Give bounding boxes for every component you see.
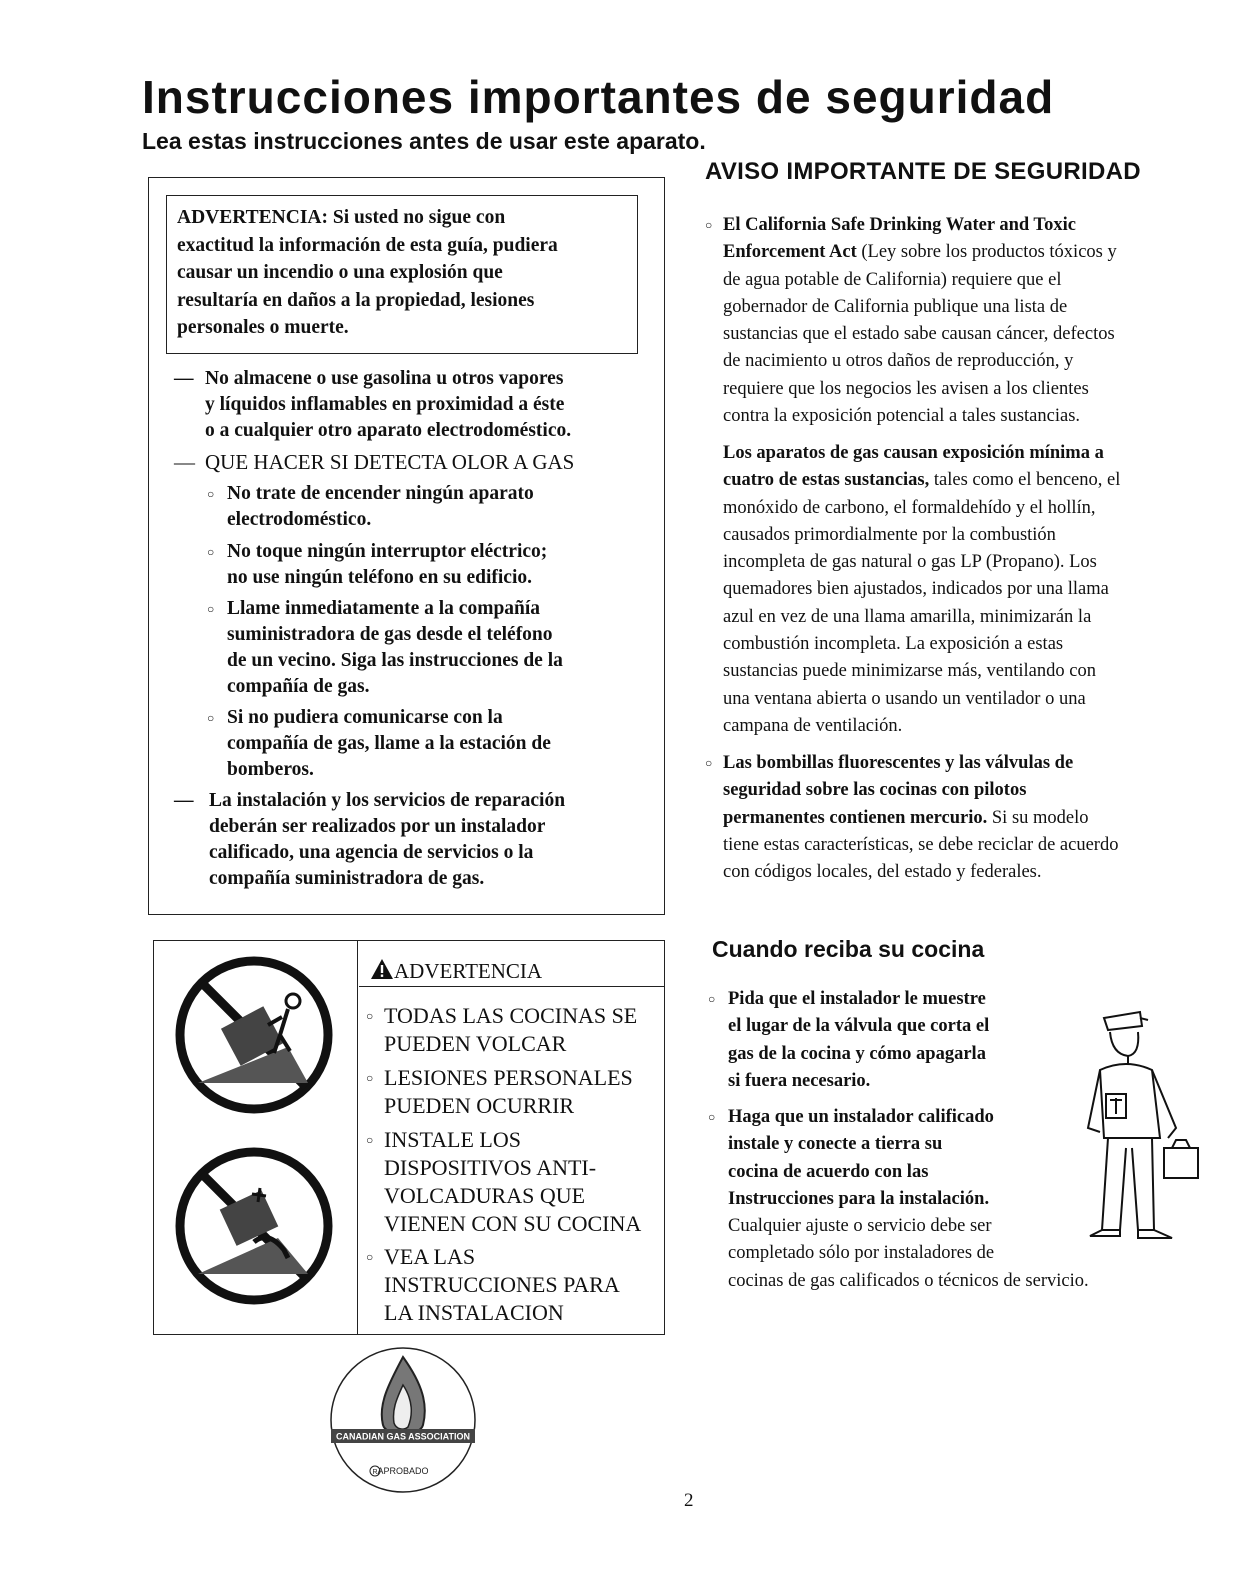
logo-approved: APROBADO <box>377 1466 429 1476</box>
receive-line: el lugar de la válvula que corta el <box>728 1016 990 1037</box>
warning-line: causar un incendio o una explosión que <box>177 262 503 283</box>
notice-line: de agua potable de California) requiere que el <box>723 269 1062 290</box>
tip-line: INSTRUCCIONES PARA <box>384 1272 620 1297</box>
notice-bold-line: seguridad sobre las cocinas con pilotos <box>723 780 1027 801</box>
notice-line: tales como el benceno, el <box>929 470 1121 491</box>
notice-line: sustancias puede minimizarse más, ventilando con <box>723 661 1096 682</box>
bullet-icon: ○ <box>207 487 215 501</box>
bullet-line: compañía de gas. <box>227 676 370 697</box>
receive-line: Haga que un instalador calificado <box>728 1107 994 1127</box>
notice-line: causados primordialmente por la combustión <box>723 524 1056 545</box>
notice-line: requiere que los negocios les avisen a los clientes <box>723 378 1089 399</box>
tip-line: VIENEN CON SU COCINA <box>384 1211 642 1236</box>
notice-line: contra la exposición potencial a tales sustancias. <box>723 406 1081 427</box>
warning-item-storage <box>174 366 644 444</box>
notice-line: campana de ventilación. <box>723 715 903 736</box>
notice-bold-line: Enforcement Act <box>723 242 857 263</box>
bullet-line: electrodoméstico. <box>227 509 372 530</box>
receive-line: instale y conecte a tierra su <box>728 1134 943 1155</box>
warning-item-line: compañía suministradora de gas. <box>209 868 485 889</box>
tip-warning-heading-text: ADVERTENCIA <box>394 959 543 983</box>
tip-line: VEA LAS <box>384 1244 476 1269</box>
tip-warning-rule <box>359 986 665 987</box>
tip-warning-divider <box>357 940 358 1335</box>
bullet-line: No toque ningún interruptor eléctrico; <box>227 541 548 562</box>
bullet-icon: ○ <box>708 992 716 1006</box>
warning-item-line: y líquidos inflamables en proximidad a éste <box>205 394 565 415</box>
notice-line: una ventana abierta o usando un ventilador o una <box>723 688 1086 709</box>
tip-item <box>366 1064 666 1120</box>
receive-line: cocina de acuerdo con las <box>728 1161 929 1182</box>
dash-marker: — <box>174 450 195 474</box>
warning-line: personales o muerte. <box>177 317 349 338</box>
bullet-icon: ○ <box>207 602 215 616</box>
warning-item-line: La instalación y los servicios de reparación <box>209 790 566 811</box>
gas-smell-heading: QUE HACER SI DETECTA OLOR A GAS <box>205 450 575 474</box>
receive-line: si fuera necesario. <box>728 1070 871 1091</box>
warning-line: resultaría en daños a la propiedad, lesiones <box>177 289 535 311</box>
bullet-icon: ○ <box>366 1133 374 1147</box>
tip-line: LA INSTALACION <box>384 1300 564 1325</box>
logo-band-text: CANADIAN GAS ASSOCIATION <box>335 1431 471 1442</box>
notice-line: Si su modelo <box>987 807 1089 828</box>
page-title: Instrucciones importantes de seguridad <box>142 71 1055 123</box>
bullet-item <box>207 481 637 533</box>
bullet-line: No trate de encender ningún aparato <box>227 483 534 504</box>
cga-approved-logo <box>328 1345 478 1495</box>
bullet-line: bomberos. <box>227 759 314 780</box>
notice-bold-line: permanentes contienen mercurio. <box>723 807 988 828</box>
tip-item <box>366 1126 666 1238</box>
receive-line: cocinas de gas calificados o técnicos de servicio. <box>728 1270 1089 1291</box>
tip-line: INSTALE LOS <box>384 1127 521 1152</box>
bullet-line: no use ningún teléfono en su edificio. <box>227 567 533 588</box>
notice-bold-line: Las bombillas fluorescentes y las válvulas de <box>723 753 1074 773</box>
warning-item-line: calificado, una agencia de servicios o la <box>209 842 534 863</box>
tip-line: VOLCADURAS QUE <box>384 1183 586 1208</box>
receive-section-heading: Cuando reciba su cocina <box>712 936 985 962</box>
notice-bold-line: El California Safe Drinking Water and Toxic <box>723 215 1076 235</box>
logo-registered: R <box>372 1469 378 1476</box>
receive-bullet-1 <box>708 986 1088 1095</box>
notice-paragraph-3 <box>705 750 1225 886</box>
bullet-line: Si no pudiera comunicarse con la <box>227 707 503 728</box>
bullet-icon: ○ <box>207 711 215 725</box>
dash-marker: — <box>174 368 194 389</box>
page-subtitle: Lea estas instrucciones antes de usar este aparato. <box>142 128 706 154</box>
tip-line: DISPOSITIVOS ANTI- <box>384 1155 597 1180</box>
bullet-icon: ○ <box>708 1110 716 1124</box>
bullet-item <box>207 539 637 591</box>
tip-warning-heading <box>370 958 542 984</box>
receive-line: Instrucciones para la instalación. <box>728 1188 990 1209</box>
safety-notice-heading: AVISO IMPORTANTE DE SEGURIDAD <box>705 158 1141 185</box>
bullet-icon: ○ <box>207 545 215 559</box>
bullet-icon: ○ <box>705 218 713 232</box>
receive-line: Cualquier ajuste o servicio debe ser <box>728 1216 992 1237</box>
warning-item-line: No almacene o use gasolina u otros vapores <box>205 368 564 389</box>
bullet-icon: ○ <box>366 1009 374 1023</box>
bullet-line: Llame inmediatamente a la compañía <box>227 598 541 619</box>
warning-item-line: o a cualquier otro aparato electrodoméstico. <box>205 420 572 441</box>
bullet-icon: ○ <box>366 1250 374 1264</box>
warning-triangle-icon <box>370 958 394 980</box>
notice-bold-line: cuatro de estas sustancias, <box>723 470 930 491</box>
warning-line: exactitud la información de esta guía, pudiera <box>177 234 558 256</box>
tip-line: TODAS LAS COCINAS SE <box>384 1003 638 1028</box>
tip-item <box>366 1243 666 1327</box>
notice-paragraph-2 <box>723 440 1228 740</box>
bullet-icon: ○ <box>705 756 713 770</box>
page-number: 2 <box>684 1490 694 1511</box>
receive-line: completado sólo por instaladores de <box>728 1243 995 1264</box>
tip-line: LESIONES PERSONALES <box>384 1065 633 1090</box>
tipover-injury-icon <box>168 1146 340 1306</box>
notice-line: monóxido de carbono, el formaldehído y el hollín, <box>723 497 1096 518</box>
warning-box <box>166 195 638 354</box>
tip-item <box>366 1002 666 1058</box>
notice-line: con códigos locales, del estado y federales. <box>723 862 1042 883</box>
bullet-item <box>207 596 637 700</box>
bullet-line: compañía de gas, llame a la estación de <box>227 733 551 754</box>
receive-line: gas de la cocina y cómo apagarla <box>728 1043 986 1064</box>
warning-item-line: deberán ser realizados por un instalador <box>209 816 546 837</box>
warning-item-gas-smell <box>174 449 644 475</box>
notice-line: incompleta de gas natural o gas LP (Propano). Los <box>723 552 1097 573</box>
tip-line: PUEDEN VOLCAR <box>384 1031 567 1056</box>
tip-line: PUEDEN OCURRIR <box>384 1093 575 1118</box>
dash-marker: — <box>174 790 194 811</box>
bullet-item <box>207 705 637 783</box>
notice-line: (Ley sobre los productos tóxicos y <box>856 242 1117 263</box>
warning-line: ADVERTENCIA: Si usted no sigue con <box>177 207 506 228</box>
notice-line: quemadores bien ajustados, indicados por una llama <box>723 579 1109 600</box>
installer-illustration <box>1080 998 1205 1248</box>
bullet-line: de un vecino. Siga las instrucciones de la <box>227 650 563 671</box>
notice-bold-line: Los aparatos de gas causan exposición mínima a <box>723 443 1104 463</box>
tipover-warning-icon <box>168 955 340 1115</box>
bullet-icon: ○ <box>366 1071 374 1085</box>
notice-line: de nacimiento u otros daños de reproducción, y <box>723 351 1074 372</box>
notice-line: gobernador de California publique una lista de <box>723 296 1068 317</box>
notice-line: tiene estas características, se debe reciclar de acuerdo <box>723 834 1119 855</box>
notice-line: azul en vez de una llama amarilla, minimizarán la <box>723 606 1092 627</box>
notice-line: sustancias que el estado sabe causan cáncer, defectos <box>723 324 1115 345</box>
warning-item-installation <box>174 788 644 892</box>
notice-line: combustión incompleta. La exposición a estas <box>723 634 1064 655</box>
notice-paragraph-1 <box>705 212 1225 430</box>
bullet-line: suministradora de gas desde el teléfono <box>227 624 553 645</box>
receive-line: Pida que el instalador le muestre <box>728 989 986 1009</box>
